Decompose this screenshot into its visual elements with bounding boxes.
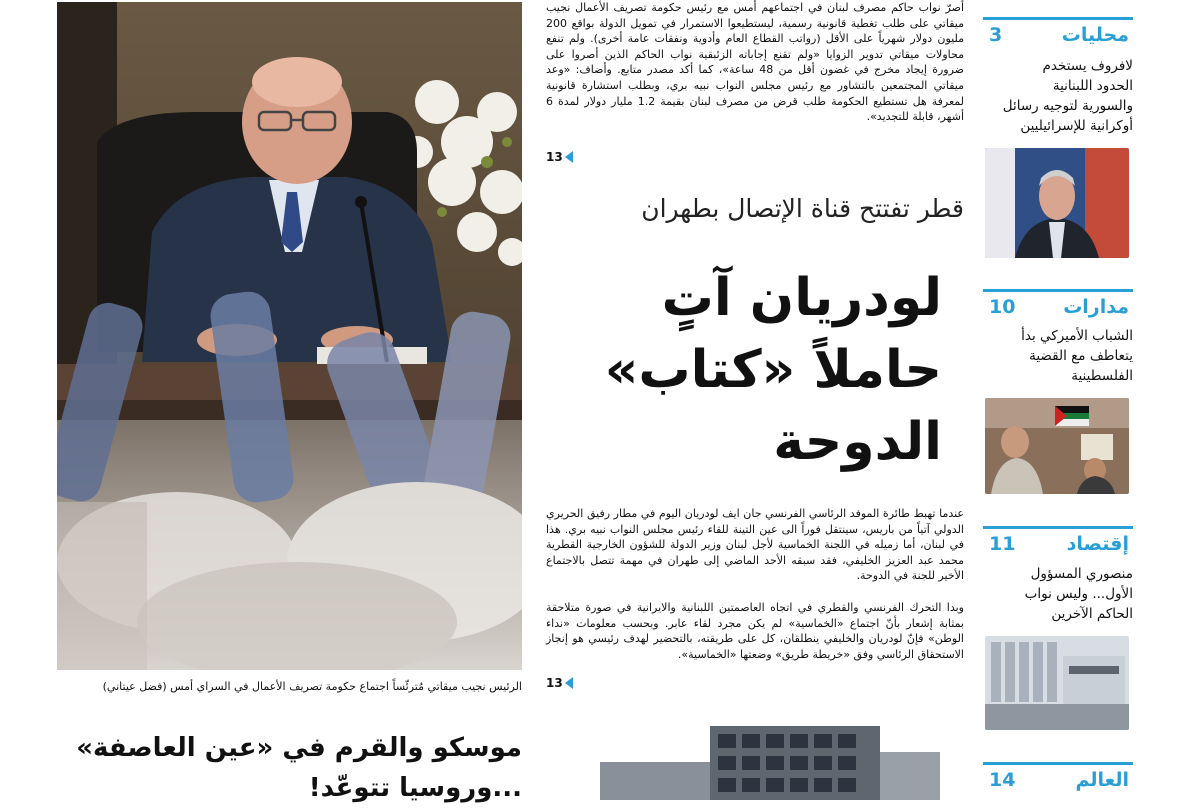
section-page-number: 3 [989, 24, 1003, 46]
teaser-line: أوكرانية للإسرائيليين [1020, 118, 1133, 134]
sidebar-section-header [983, 526, 1133, 559]
sidebar-section-header [983, 17, 1133, 50]
section-page-number: 14 [989, 769, 1016, 791]
protest-photo [985, 398, 1129, 494]
teaser-line: الأول... وليس نواب [1024, 586, 1133, 602]
central-bank-photo [985, 636, 1129, 730]
photo-caption: الرئيس نجيب ميقاتي مُترئّساً اجتماع حكومة تصريف الأعمال في السراي أمس (فضل عيتاني) [102, 680, 522, 693]
section-teaser [983, 56, 1133, 136]
teaser-line: الحدود اللبنانية [1052, 78, 1133, 94]
section-teaser [983, 326, 1133, 386]
main-story-kicker: قطر تفتتح قناة الإتصال بطهران [641, 194, 964, 223]
arrow-left-icon [565, 677, 573, 689]
main-headline-line: حاملاً «كتاب» [604, 340, 942, 400]
page-ref-number: 13 [546, 676, 563, 690]
bottom-headline-line: موسكو والقرم في «عين العاصفة» [76, 733, 522, 763]
main-story-headline[interactable] [546, 262, 942, 478]
section-title: مدارات [1063, 296, 1129, 318]
main-story-paragraph: عندما تهبط طائرة الموفد الرئاسي الفرنسي جان ايف لودريان اليوم في مطار رفيق الحريري الدولي آتياً من باريس، سينتقل فوراً الى عين التينة للقاء رئيس مجلس النواب نبيه بري. هذا في لبنان، أما زميله في اللجنة الخماسية لأجل لبنان وزير الدولة للشؤون الخارجية القطرية محمد عبد العزيز الخليفي، فقد سبقه الأحد الماضي إلى طهران في مهمة تتصل بالاجتماع الأخير للجنة في الدوحة. [546, 507, 964, 583]
bottom-story-headline[interactable] [57, 728, 522, 808]
arrow-left-icon [565, 151, 573, 163]
teaser-line: والسورية لتوجيه رسائل [1002, 98, 1133, 114]
main-story-page-ref[interactable] [546, 676, 573, 690]
section-title: العالم [1075, 769, 1129, 791]
top-story-page-ref[interactable] [546, 150, 573, 164]
main-story-paragraph: وبدا التحرك الفرنسي والقطري في اتجاه العاصمتين اللبنانية والايرانية في صورة متلاحقة بمثابة إشعار بأنّ اجتماع «الخماسية» لم يكن مجرد لقاء عابر. وبحسب معلومات «نداء الوطن» فإنّ لودريان والخليفي ينطلقان، كل على طريقته، بالتحضير لهدف رئيسي هو إنجاز الاستحقاق الرئاسي وفق «خريطة طريق» وضعتها «الخماسية». [546, 601, 964, 661]
teaser-line: لافروف يستخدم [1042, 58, 1133, 74]
main-headline-line: لودريان آتٍ [661, 268, 942, 328]
bottom-headline-line: ...وروسيا تتوعّد! [308, 773, 522, 803]
sidebar-section-header [983, 762, 1133, 795]
section-page-number: 11 [989, 533, 1016, 555]
sidebar-section-header [983, 289, 1133, 322]
teaser-line: الشباب الأميركي بدأ [1021, 328, 1133, 344]
main-headline-line: الدوحة [773, 412, 942, 472]
section-teaser [983, 564, 1133, 624]
building-photo [560, 712, 940, 800]
sidebar [983, 0, 1133, 800]
section-title: محليات [1061, 24, 1129, 46]
teaser-line: منصوري المسؤول [1030, 566, 1133, 582]
main-photo [57, 2, 522, 670]
section-page-number: 10 [989, 296, 1016, 318]
lavrov-photo [985, 148, 1129, 258]
section-title: إقتصاد [1066, 533, 1129, 555]
teaser-line: يتعاطف مع القضية [1029, 348, 1133, 364]
top-story-text: أصرّ نواب حاكم مصرف لبنان في اجتماعهم أمس مع رئيس حكومة تصريف الأعمال نجيب ميقاتي على طلب تغطية قانونية رسمية، ليستطيعوا الاستمرار في تمويل الدولة بواقع 200 مليون دولار شهرياً على الأقل (رواتب القطاع العام وأدوية ونفقات عامة أخرى). ولم تنفع محاولات ميقاتي تدوير الزوايا «ولم تقنع إجاباته الزئبقية نواب الحاكم الذين أصروا على ضرورة إيجاد مخرج في غضون أقل من 48 ساعة»، كما أكد مصدر متابع. وأضاف: «وعد ميقاتي المجتمعين بالتشاور مع رئيس مجلس النواب نبيه بري، وبطلب استشارة قانونية لمعرفة هل تستطيع الحكومة طلب قرض من مصرف لبنان بقيمة 1.2 مليار دولار لمدة 6 أشهر، قابلة للتجديد». [546, 1, 965, 124]
page-ref-number: 13 [546, 150, 563, 164]
teaser-line: الحاكم الآخرين [1051, 606, 1133, 622]
teaser-line: الفلسطينية [1071, 368, 1133, 384]
